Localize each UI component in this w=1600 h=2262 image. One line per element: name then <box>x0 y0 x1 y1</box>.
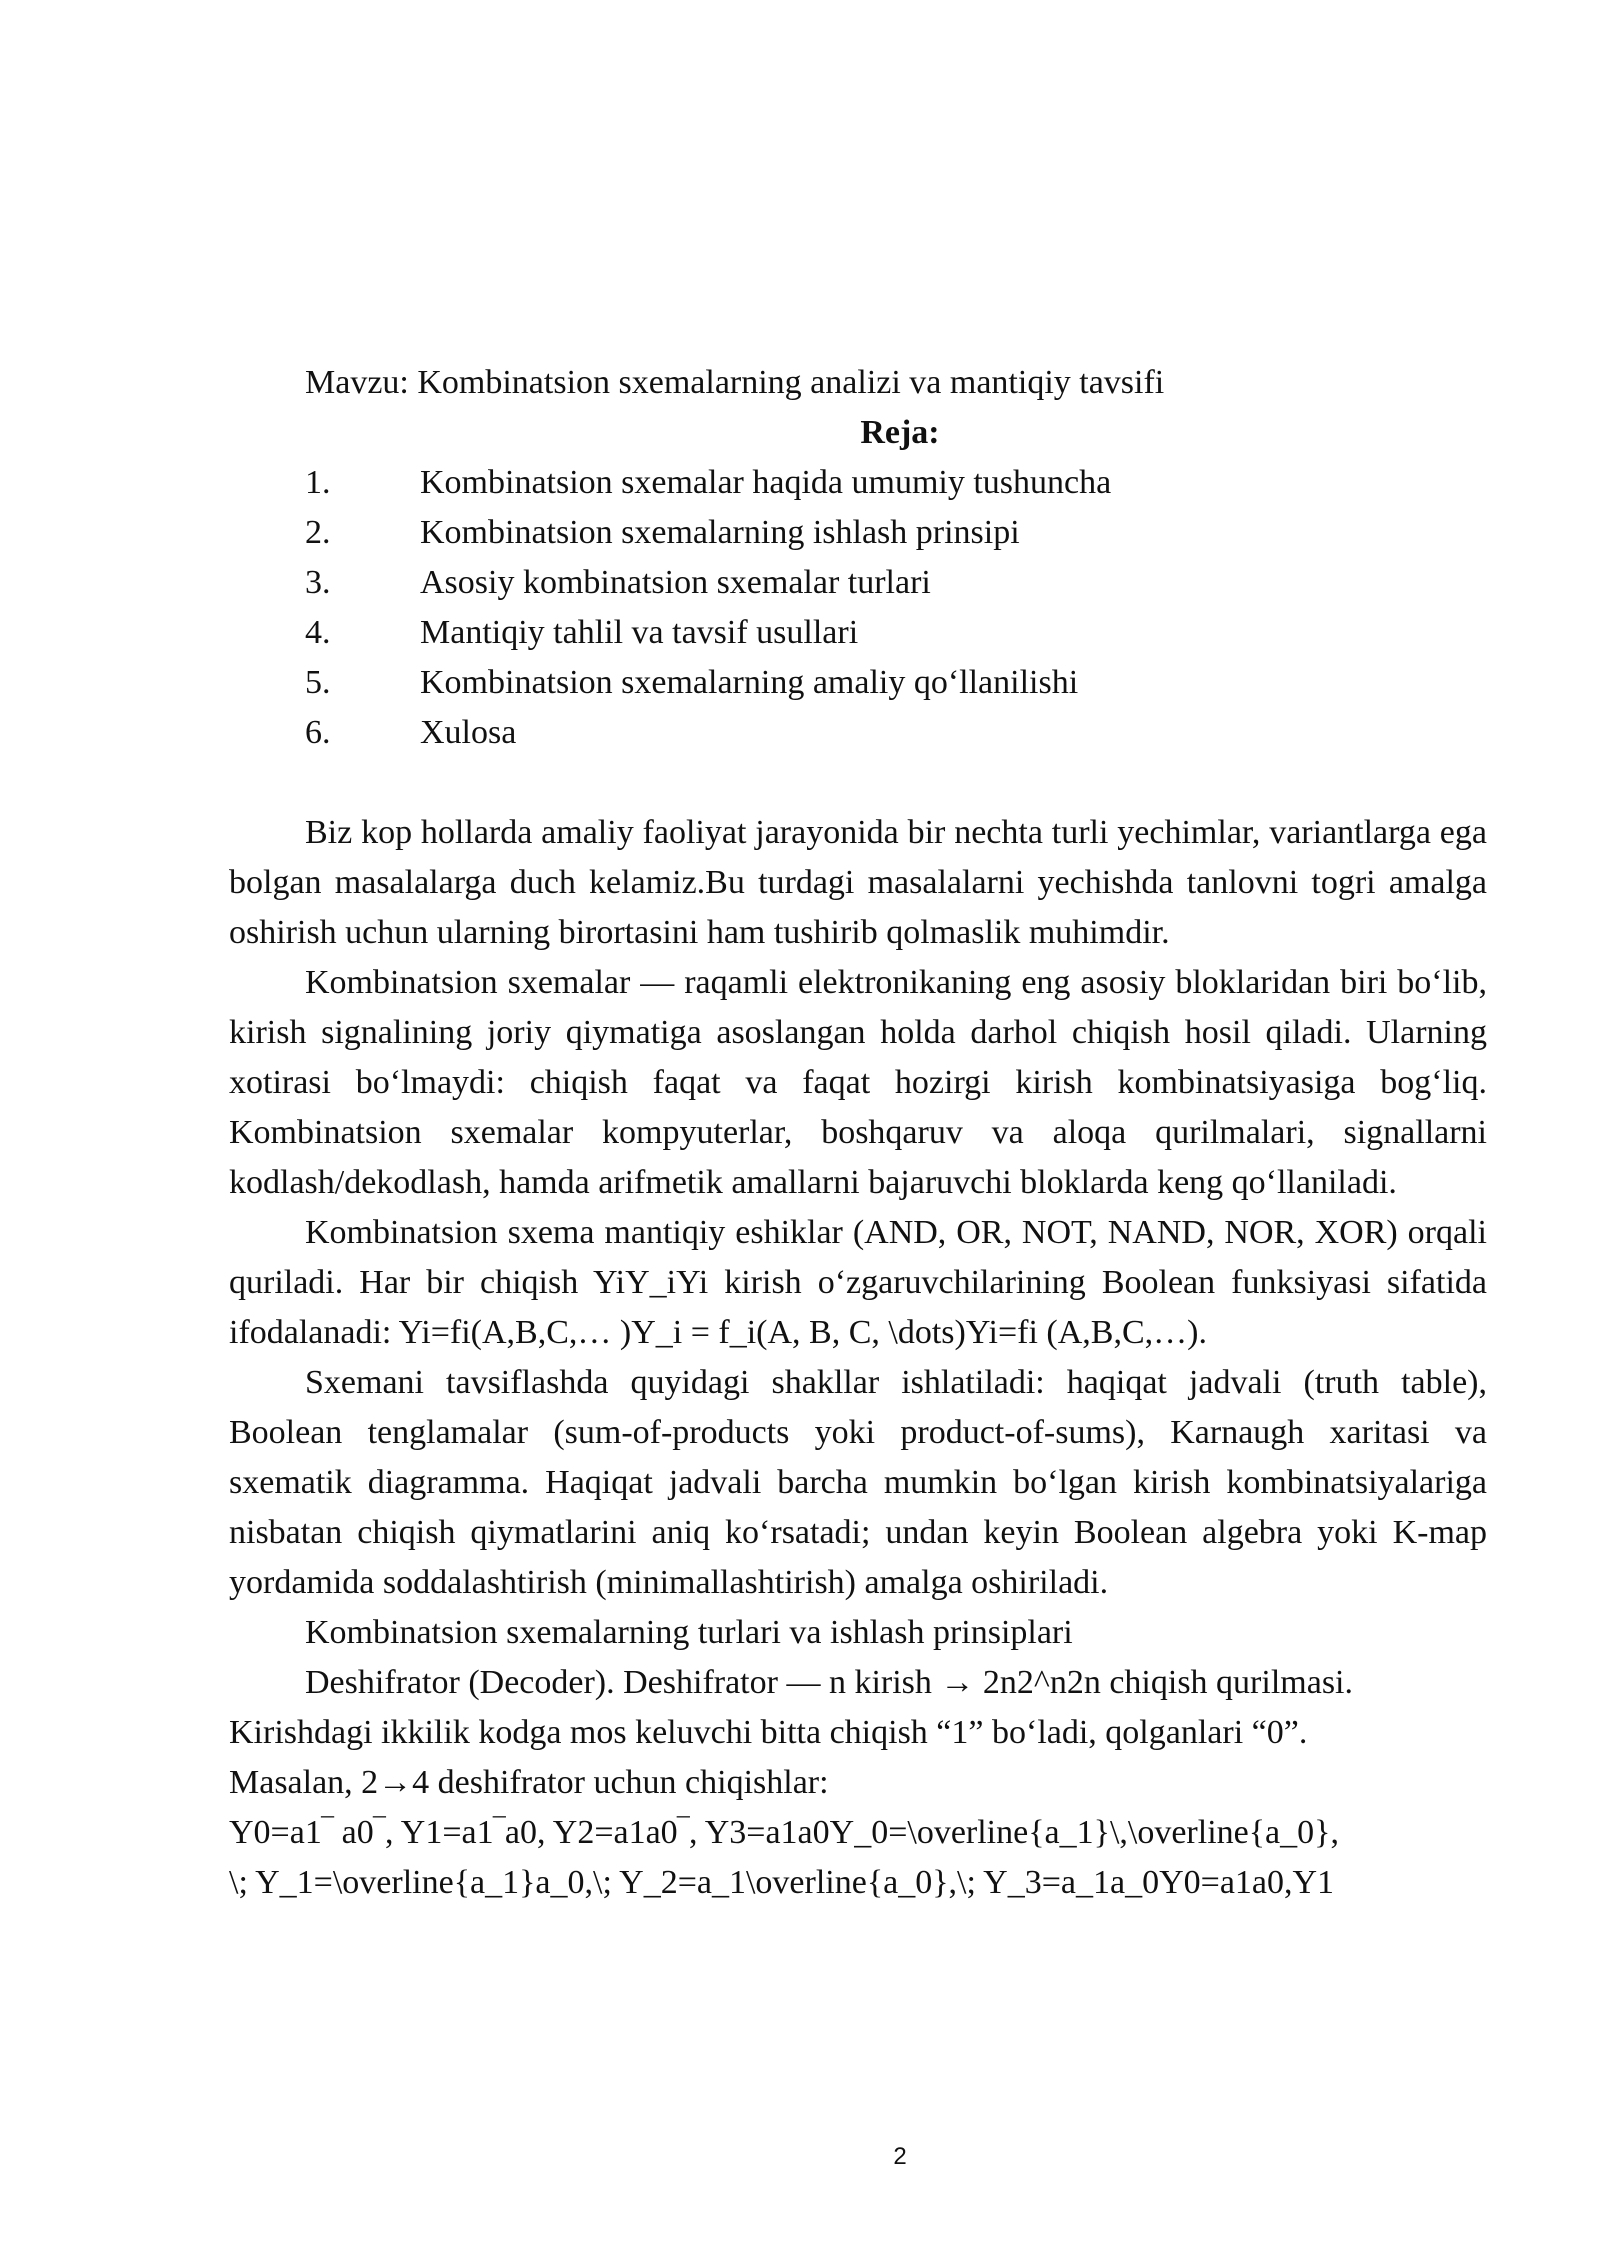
paragraph-logic-gates: Kombinatsion sxema mantiqiy eshiklar (AND, OR, NOT, NAND, NOR, XOR) orqali quriladi. Har bir chiqish YiY_iYi kirish o‘zgaruvchilarining Boolean funksiyasi sifatida ifodalanadi: Yi=fi(A,B,C,… )Y_i = f_i(A, B, C, \dots)Yi=fi (A,B,C,…). <box>229 1214 1487 1351</box>
topic-heading: Mavzu: Kombinatsion sxemalarning analizi va mantiqiy tavsifi <box>305 364 1165 401</box>
text-line: Kirishdagi ikkilik kodga mos keluvchi bitta chiqish “1” bo‘ladi, qolganlari “0”. <box>229 1714 1308 1751</box>
body-text <box>229 808 1487 1908</box>
page-number: 2 <box>893 2143 907 2170</box>
plan-item-text: Xulosa <box>420 714 517 751</box>
plan-item <box>305 458 1111 508</box>
plan-item <box>305 558 1111 608</box>
plan-item-number: 6. <box>305 714 331 751</box>
plan-item-number: 1. <box>305 464 331 501</box>
plan-item-number: 4. <box>305 614 331 651</box>
plan-item <box>305 708 1111 758</box>
plan-list <box>305 458 1111 758</box>
plan-item-text: Mantiqiy tahlil va tavsif usullari <box>420 614 859 651</box>
plan-item-text: Kombinatsion sxemalarning ishlash prinsipi <box>420 514 1020 551</box>
plan-item <box>305 508 1111 558</box>
formula-line: Y0=a1‾ a0‾, Y1=a1‾a0, Y2=a1a0‾, Y3=a1a0Y_0=\overline{a_1}\,\overline{a_0}, <box>229 1814 1339 1851</box>
plan-item-text: Kombinatsion sxemalar haqida umumiy tushuncha <box>420 464 1112 501</box>
plan-item <box>305 658 1111 708</box>
plan-title: Reja: <box>860 414 940 451</box>
paragraph-intro: Biz kop hollarda amaliy faoliyat jarayonida bir nechta turli yechimlar, variantlarga ega bolgan masalalarga duch kelamiz.Bu turdagi masalalarni yechishda tanlovni togri amalga oshirish uchun ularning birortasini ham tushirib qolmaslik muhimdir. <box>229 814 1487 951</box>
section-heading-types: Kombinatsion sxemalarning turlari va ishlash prinsiplari <box>305 1614 1073 1651</box>
plan-item-number: 3. <box>305 564 331 601</box>
plan-item-text: Asosiy kombinatsion sxemalar turlari <box>420 564 931 601</box>
plan-item-number: 5. <box>305 664 331 701</box>
paragraph-description-methods: Sxemani tavsiflashda quyidagi shakllar ishlatiladi: haqiqat jadvali (truth table), Boolean tenglamalar (sum-of-products yoki product-of-sums), Karnaugh xaritasi va sxematik diagramma. Haqiqat jadvali barcha mumkin bo‘lgan kirish kombinatsiyalariga nisbatan chiqish qiymatlarini aniq ko‘rsatadi; undan keyin Boolean algebra yoki K-map yordamida soddalashtirish (minimallashtirish) amalga oshiriladi. <box>229 1364 1487 1601</box>
formula-line: \; Y_1=\overline{a_1}a_0,\; Y_2=a_1\overline{a_0},\; Y_3=a_1a_0Y0=a1a0,Y1 <box>229 1864 1335 1901</box>
plan-item <box>305 608 1111 658</box>
paragraph-decoder: Deshifrator (Decoder). Deshifrator — n kirish → 2n2^n2n chiqish qurilmasi. <box>305 1664 1353 1701</box>
text-line: Masalan, 2→4 deshifrator uchun chiqishlar: <box>229 1764 829 1801</box>
plan-item-text: Kombinatsion sxemalarning amaliy qo‘llanilishi <box>420 664 1079 701</box>
paragraph-definition: Kombinatsion sxemalar — raqamli elektronikaning eng asosiy bloklaridan biri bo‘lib, kirish signalining joriy qiymatiga asoslangan holda darhol chiqish hosil qiladi. Ularning xotirasi bo‘lmaydi: chiqish faqat va faqat hozirgi kirish kombinatsiyasiga bog‘liq. Kombinatsion sxemalar kompyuterlar, boshqaruv va aloqa qurilmalari, signallarni kodlash/dekodlash, hamda arifmetik amallarni bajaruvchi bloklarda keng qo‘llaniladi. <box>229 964 1487 1201</box>
plan-item-number: 2. <box>305 514 331 551</box>
